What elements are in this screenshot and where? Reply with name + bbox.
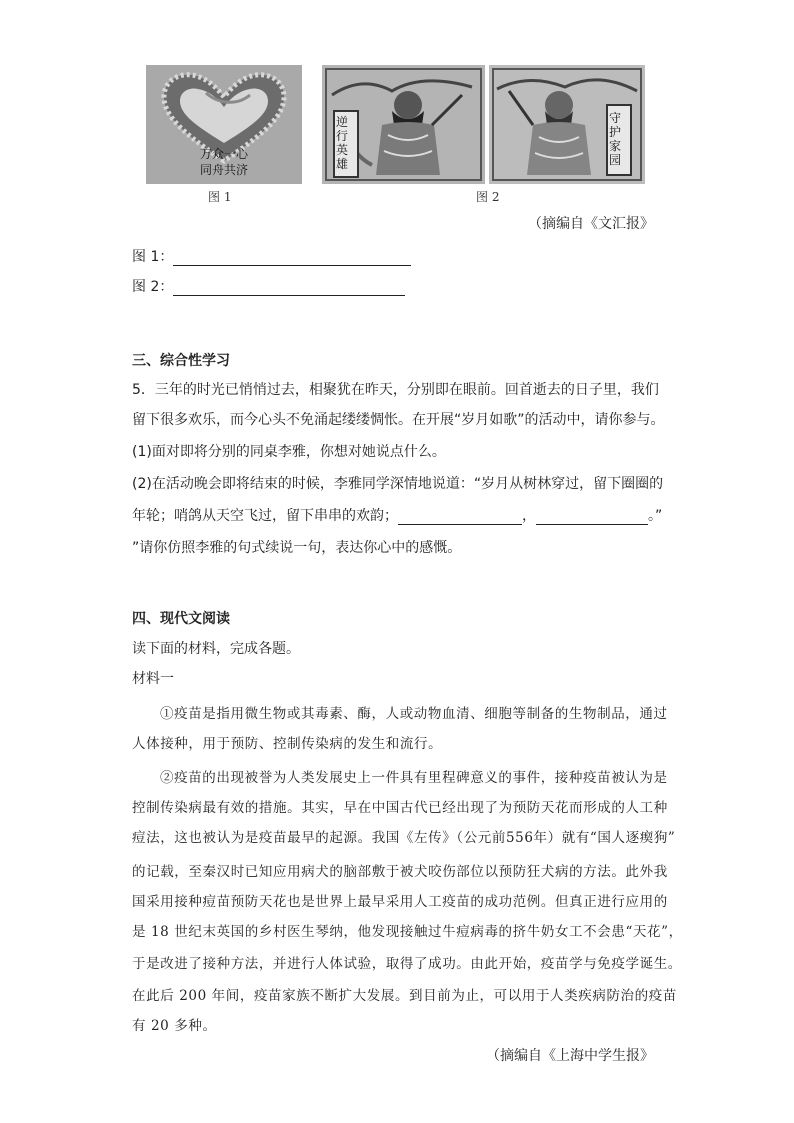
para-1-line-2: 人体接种，用于预防、控制传染病的发生和流行。 [132, 736, 443, 752]
para-2-line-5: 国采用接种痘苗预防天花也是世界上最早采用人工疫苗的成功范例。但真正进行应用的 [132, 894, 668, 910]
figure-2-caption: 图 2 [476, 190, 500, 204]
para-1-line-1: ①疫苗是指用微生物或其毒素、酶，人或动物血清、细胞等制备的生物制品，通过 [160, 706, 668, 722]
figure-1-text-line2: 同舟共济 [199, 163, 248, 177]
q5-line-2: 留下很多欢乐，而今心头不免涌起缕缕惆怅。在开展“岁月如歌”的活动中，请你参与。 [132, 412, 665, 428]
q5-line-1: 5．三年的时光已悄悄过去，相聚犹在昨天，分别即在眼前。回首逝去的日子里，我们 [132, 382, 659, 398]
q5-answer-blank-2[interactable] [536, 510, 648, 525]
source-wenhuibao: （摘编自《文汇报》 [528, 216, 654, 232]
q5-sub-2-end: 。” [648, 508, 663, 524]
q5-sub-2-line-3: ”请你仿照李雅的句式续说一句，表达你心中的感慨。 [132, 540, 462, 556]
q5-sub-2-line-2 [132, 505, 662, 525]
para-2-line-6: 是 18 世纪末英国的乡村医生琴纳，他发现接触过牛痘病毒的挤牛奶女工不会患“天花”， [132, 924, 683, 940]
figure-2-left-image [322, 65, 485, 184]
section-4-intro: 读下面的材料，完成各题。 [132, 641, 300, 657]
figure-1-answer-row [132, 246, 411, 266]
figure-2-right-image [489, 65, 645, 184]
figure-2-answer-blank[interactable] [173, 281, 405, 296]
para-2-line-9: 有 20 多种。 [132, 1018, 217, 1034]
para-2-line-4: 的记载，至秦汉时已知应用病犬的脑部敷于被犬咬伤部位以预防狂犬病的方法。此外我 [132, 864, 668, 880]
figure-1-text-line1: 万众一心 [199, 147, 248, 161]
figure-1-answer-label: 图 1： [132, 249, 174, 265]
figure-2-left-label: 逆行英雄 [336, 115, 349, 171]
figure-1-answer-blank[interactable] [173, 251, 411, 266]
q5-sub-2-line-1: (2)在活动晚会即将结束的时候，李雅同学深情地说道：“岁月从树林穿过，留下圈圈的 [132, 476, 664, 492]
q5-sub-2-text: 年轮；哨鸽从天空飞过，留下串串的欢韵； [132, 508, 398, 524]
para-2-line-1: ②疫苗的出现被誉为人类发展史上一件具有里程碑意义的事件，接种疫苗被认为是 [160, 770, 668, 786]
source-shanghai-student-paper: （摘编自《上海中学生报》 [486, 1048, 654, 1064]
para-2-line-3: 痘法，这也被认为是疫苗最早的起源。我国《左传》（公元前556年）就有“国人逐瘈狗” [132, 830, 676, 846]
para-2-line-8: 在此后 200 年间，疫苗家族不断扩大发展。到目前为止，可以用于人类疾病防治的疫苗 [132, 988, 677, 1004]
material-1-title: 材料一 [132, 671, 174, 687]
figure-2-answer-label: 图 2： [132, 279, 174, 295]
figure-1-caption: 图 1 [208, 190, 232, 204]
section-4-heading: 四、现代文阅读 [132, 611, 230, 627]
figure-1-image [146, 65, 302, 184]
q5-answer-blank-1[interactable] [398, 510, 522, 525]
figure-2-answer-row [132, 276, 405, 296]
q5-sub-2-comma: ， [522, 508, 536, 524]
section-3-heading: 三、综合性学习 [132, 353, 230, 369]
figure-2-right-label: 守护家园 [609, 111, 622, 167]
q5-sub-1: (1)面对即将分别的同桌李雅，你想对她说点什么。 [132, 444, 446, 460]
para-2-line-2: 控制传染病最有效的措施。其实，早在中国古代已经出现了为预防天花而形成的人工种 [132, 800, 668, 816]
para-2-line-7: 于是改进了接种方法，并进行人体试验，取得了成功。由此开始，疫苗学与免疫学诞生。 [132, 956, 682, 972]
